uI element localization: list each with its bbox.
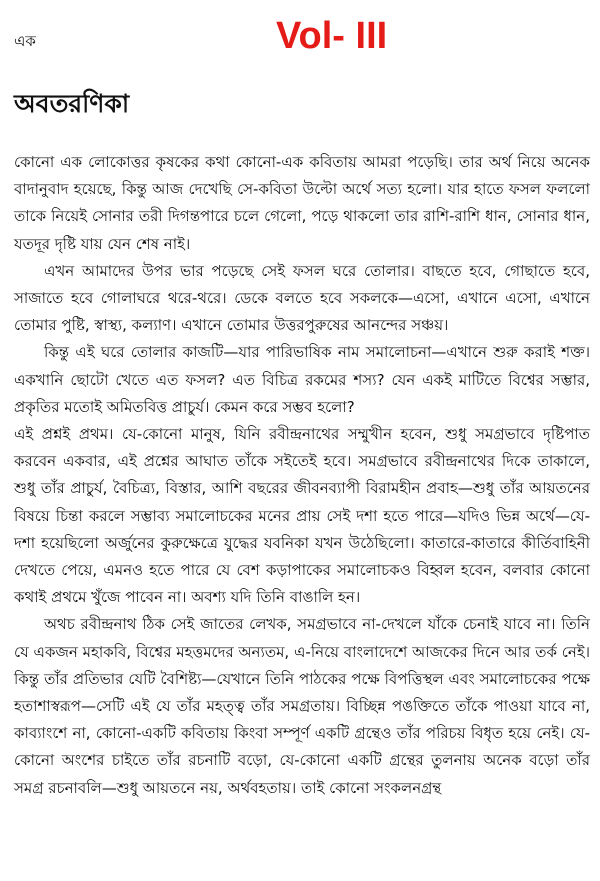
body-text xyxy=(14,149,590,802)
paragraph: অথচ রবীন্দ্রনাথ ঠিক সেই জাতের লেখক, সমগ্রভাবে না-দেখলে যাঁকে চেনাই যাবে না। তিনি যে একজন মহাকবি, বিশ্বের মহত্তমদের অন্যতম, এ-নিয়ে বাংলাদেশে আজকের দিনে আর তর্ক নেই। কিন্তু তাঁর প্রতিভার যেটি বৈশিষ্ট্য—যেখানে তিনি পাঠকের পক্ষে বিপত্তিস্থল এবং সমালোচকের পক্ষে হতাশাস্বরূপ—সেটি এই যে তাঁর মহত্ত্ব তাঁর সমগ্রতায়। বিচ্ছিন্ন পঙক্তিতে তাঁকে পাওয়া যাবে না, কাব্যাংশে না, কোনো-একটি কবিতায় কিংবা সম্পূর্ণ একটি গ্রন্থেও তাঁর পরিচয় বিধৃত হয়ে নেই। যে-কোনো অংশের চাইতে তাঁর রচনাটি বড়ো, যে-কোনো একটি গ্রন্থের তুলনায় অনেক বড়ো তাঁর সমগ্র রচনাবলি—শুধু আয়তনে নয়, অর্থবহতায়। তাই কোনো সংকলনগ্রন্থ xyxy=(14,615,590,797)
paragraph: এই প্রশ্নই প্রথম। যে-কোনো মানুষ, যিনি রবীন্দ্রনাথের সম্মুখীন হবেন, শুধু সমগ্রভাবে দৃষ্টিপাত করবেন একবার, এই প্রশ্নের আঘাত তাঁকে সইতেই হবে। সমগ্রভাবে রবীন্দ্রনাথের দিকে তাকালে, শুধু তাঁর প্রাচুর্য, বৈচিত্র্য, বিস্তার, আশি বছরের জীবনব্যাপী বিরামহীন প্রবাহ—শুধু তাঁর আয়তনের বিষয়ে চিন্তা করলে সম্ভাব্য সমালোচকের মনের প্রায় সেই দশা হতে পারে—যদিও ভিন্ন অর্থে—যে-দশা হয়েছিলো অর্জুনের কুরুক্ষেত্রে যুদ্ধের যবনিকা যখন উঠেছিলো। কাতারে-কাতারে কীর্তিবাহিনী দেখতে পেয়ে, এমনও হতে পারে যে বেশ কড়াপাকের সমালোচকও বিহ্বল হবেন, বলবার কোনো কথাই প্রথমে খুঁজে পাবেন না। অবশ্য যদি তিনি বাঙালি হন। xyxy=(14,425,590,607)
page-number: এক xyxy=(14,32,36,50)
chapter-title: অবতরণিকা xyxy=(14,89,130,118)
volume-label: Vol- III xyxy=(276,15,388,57)
paragraph: কিন্তু এই ঘরে তোলার কাজটি—যার পারিভাষিক নাম সমালোচনা—এখানে শুরু করাই শক্ত। একখানি ছোটো খেতে এত ফসল? এত বিচিত্র রকমের শস্য? যেন একই মাটিতে বিশ্বের সম্ভার, প্রকৃতির মতোই অমিতবিত্ত প্রাচুর্য। কেমন করে সম্ভব হলো? xyxy=(14,343,590,416)
paragraph: কোনো এক লোকোত্তর কৃষকের কথা কোনো-এক কবিতায় আমরা পড়েছি। তার অর্থ নিয়ে অনেক বাদানুবাদ হয়েছে, কিন্তু আজ দেখেছি সে-কবিতা উল্টো অর্থে সত্য হলো। যার হাতে ফসল ফললো তাকে নিয়েই সোনার তরী দিগন্তপারে চলে গেলো, পড়ে থাকলো তার রাশি-রাশি ধান, সোনার ধান, যতদূর দৃষ্টি যায় যেন শেষ নাই। xyxy=(14,153,590,253)
paragraph: এখন আমাদের উপর ভার পড়েছে সেই ফসল ঘরে তোলার। বাছতে হবে, গোছাতে হবে, সাজাতে হবে গোলাঘরে থরে-থরে। ডেকে বলতে হবে সকলকে—এসো, এখানে এসো, এখানে তোমার পুষ্টি, স্বাস্থ্য, কল্যাণ। এখানে তোমার উত্তরপুরুষের আনন্দের সঞ্চয়। xyxy=(14,261,590,335)
